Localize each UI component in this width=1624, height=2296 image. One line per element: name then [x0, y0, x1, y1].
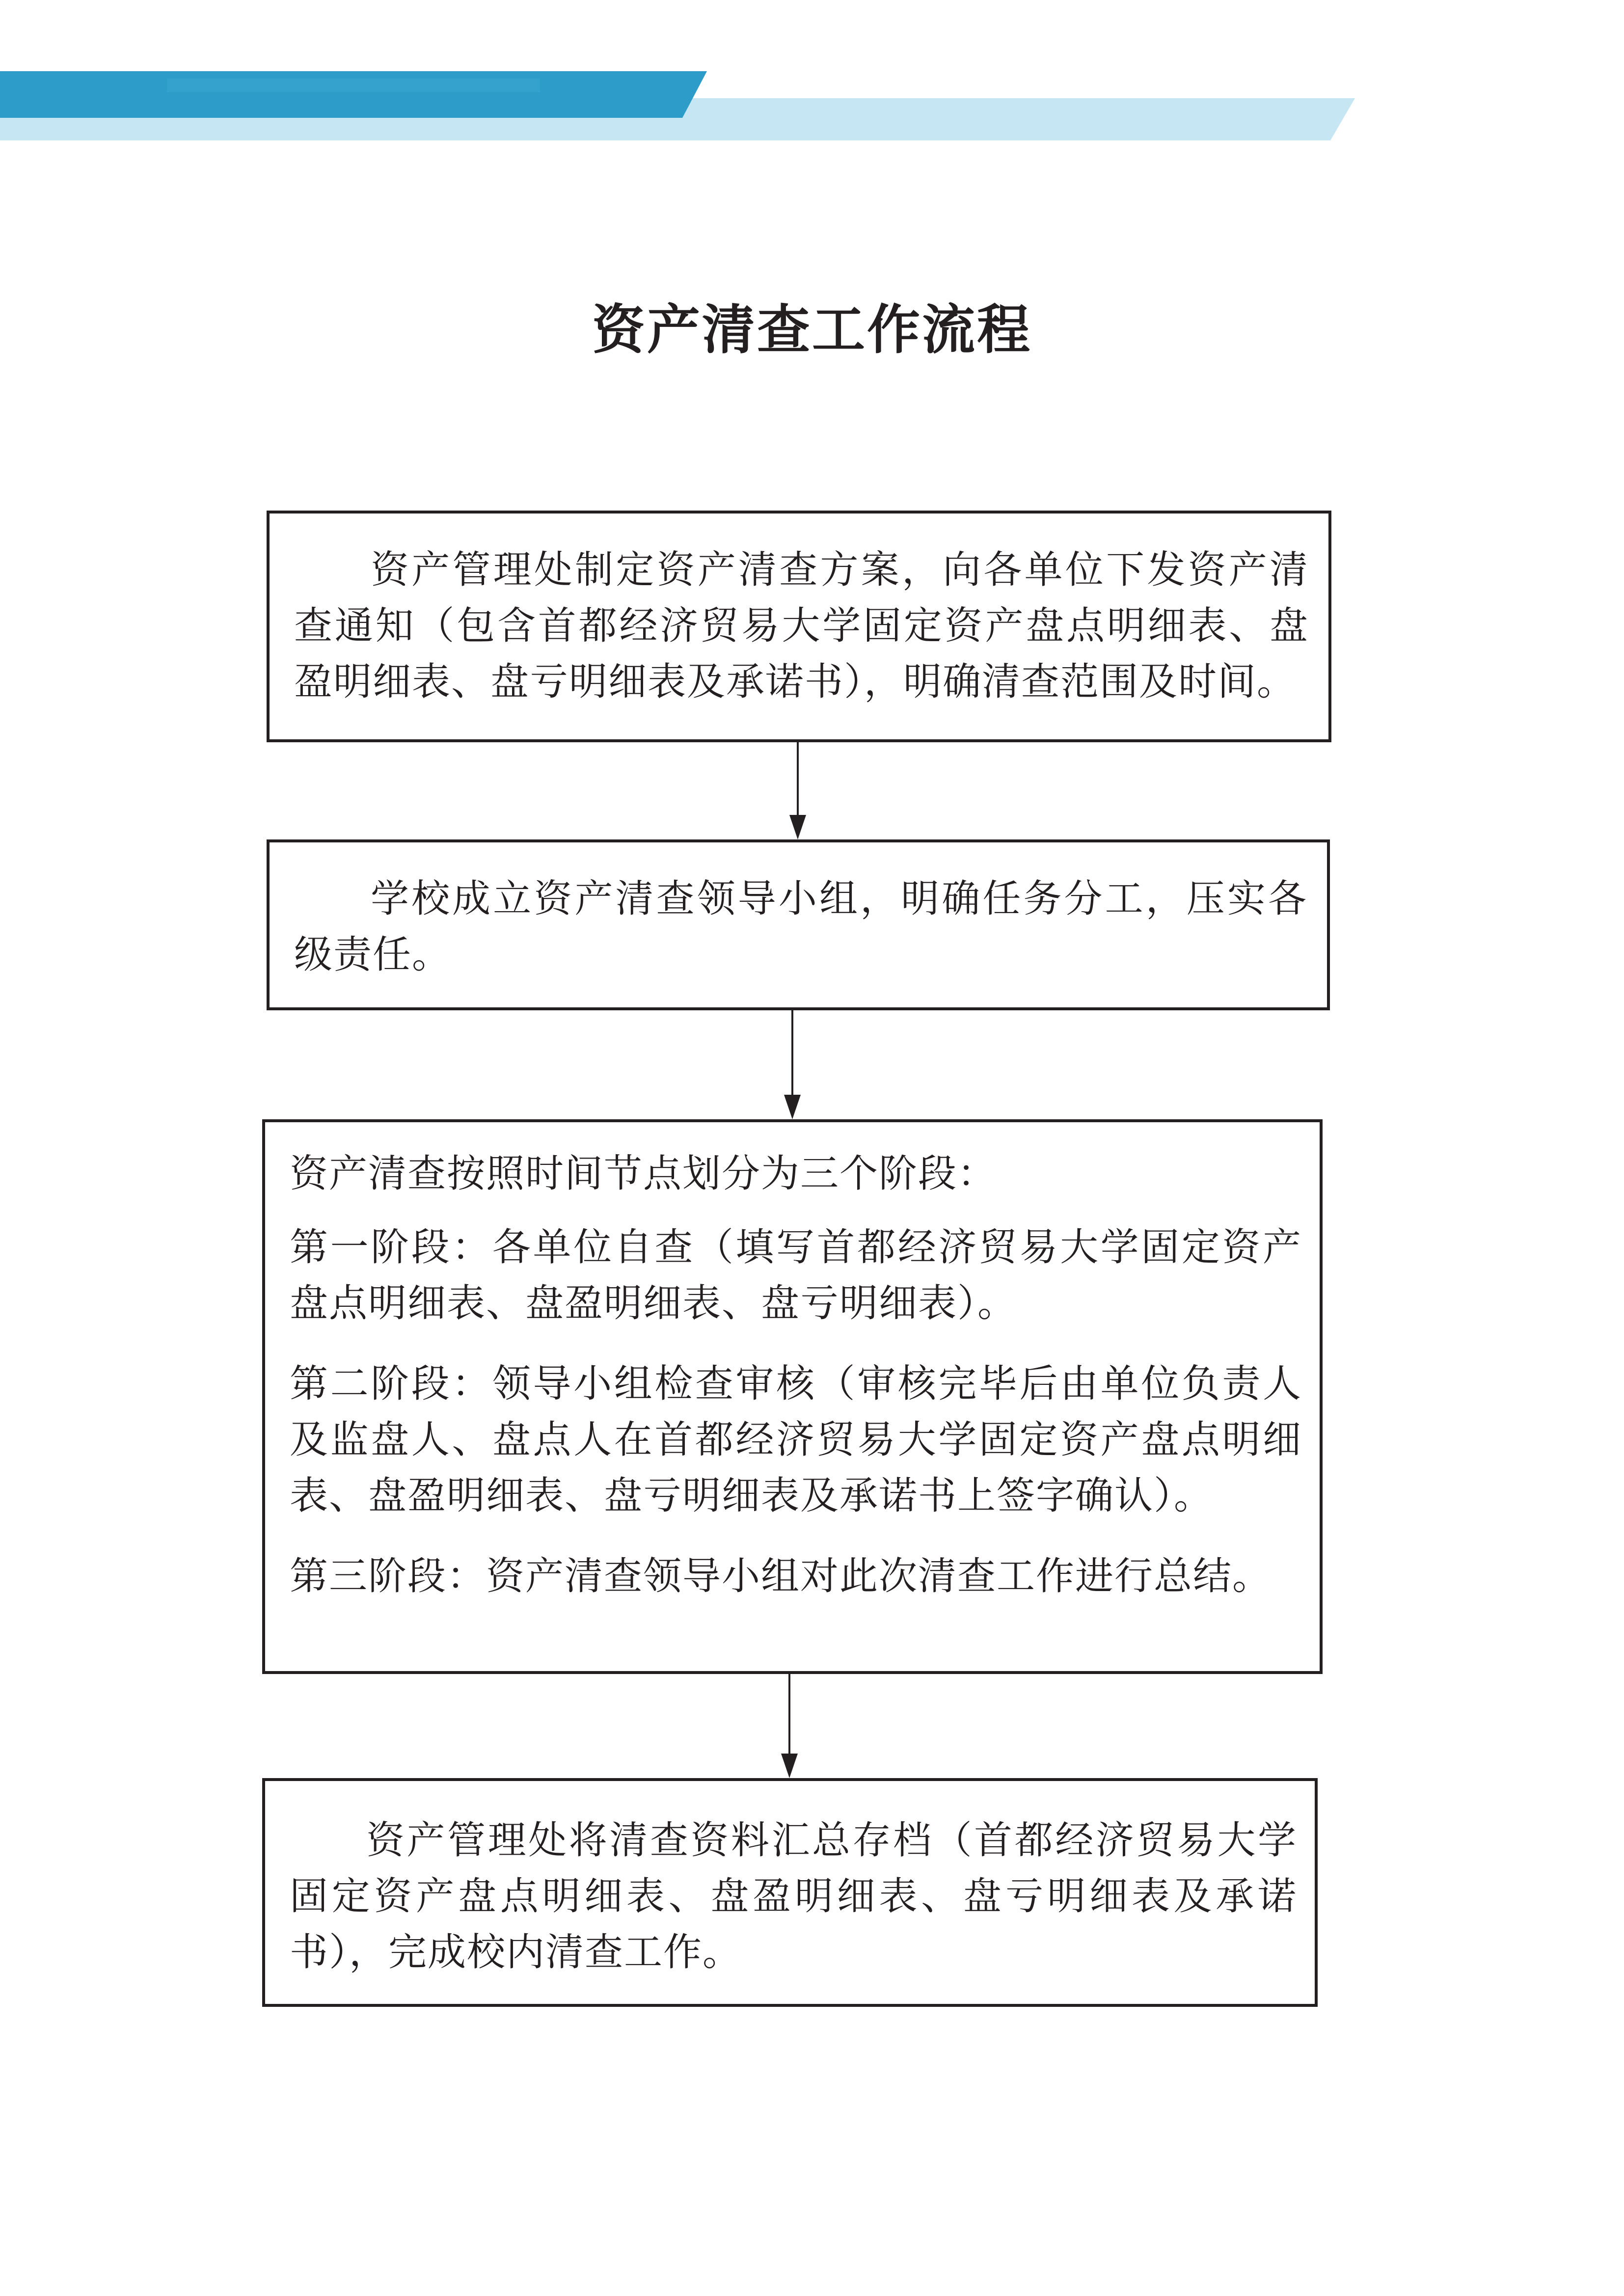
- flow-step-4: [262, 1778, 1318, 2007]
- step-2-text: 学校成立资产清查领导小组，明确任务分工，压实各级责任。: [294, 877, 1307, 977]
- arrow-3-to-4: [781, 1674, 798, 1778]
- arrow-2-to-3: [784, 1010, 801, 1119]
- step-1-text: 资产管理处制定资产清查方案，向各单位下发资产清查通知（包含首都经济贸易大学固定资产盘点明细表、盘盈明细表、盘亏明细表及承诺书），明确清查范围及时间。: [294, 548, 1309, 704]
- header-band: [0, 0, 1624, 147]
- arrow-1-to-2: [789, 742, 806, 839]
- step-3-phase-3: 第三阶段：资产清查领导小组对此次清查工作进行总结。: [290, 1554, 1272, 1598]
- step-3-phase-2: 第二阶段：领导小组检查审核（审核完毕后由单位负责人及监盘人、盘点人在首都经济贸易大学固定资产盘点明细表、盘盈明细表、盘亏明细表及承诺书上签字确认）。: [290, 1362, 1302, 1518]
- header-band-accent: [167, 79, 540, 92]
- flow-step-2: [267, 839, 1330, 1010]
- flow-step-1: [267, 511, 1331, 742]
- header-band-dark: [0, 71, 707, 118]
- page-title: 资产清查工作流程: [592, 299, 1032, 361]
- flow-step-3: [262, 1119, 1323, 1674]
- step-4-text: 资产管理处将清查资料汇总存档（首都经济贸易大学固定资产盘点明细表、盘盈明细表、盘亏明细表及承诺书），完成校内清查工作。: [290, 1818, 1297, 1974]
- step-3-intro: 资产清查按照时间节点划分为三个阶段：: [290, 1152, 997, 1196]
- step-3-phase-1: 第一阶段：各单位自查（填写首都经济贸易大学固定资产盘点明细表、盘盈明细表、盘亏明细表）。: [290, 1225, 1302, 1325]
